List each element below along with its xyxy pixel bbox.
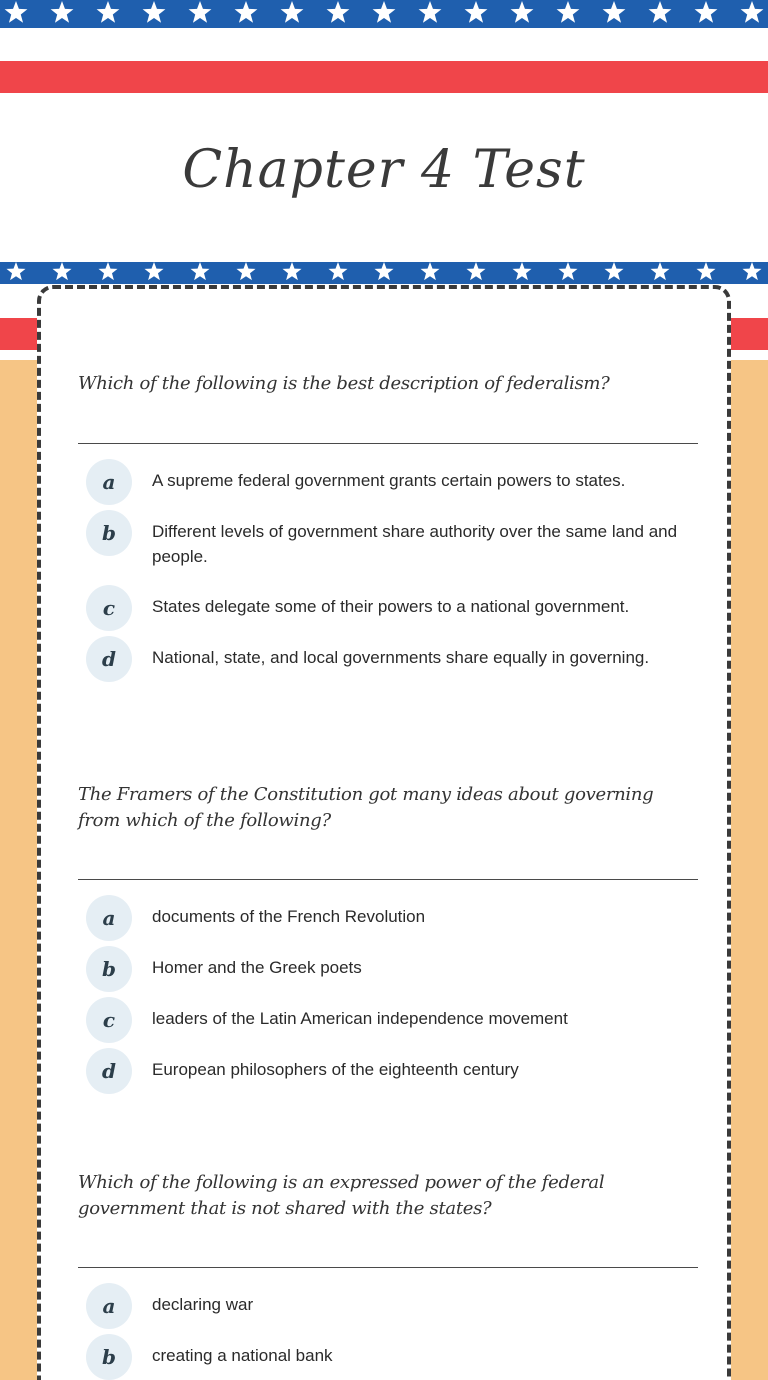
question-1 — [78, 371, 698, 671]
divider — [78, 443, 698, 444]
star-icon — [51, 1, 74, 23]
star-icon — [282, 262, 301, 280]
star-icon — [6, 262, 25, 280]
title-area — [0, 93, 768, 262]
star-icon — [144, 262, 163, 280]
question-2 — [78, 782, 698, 1083]
answer-option[interactable] — [86, 997, 686, 1043]
star-icon — [373, 1, 396, 23]
answer-option[interactable] — [86, 946, 686, 992]
divider — [78, 879, 698, 880]
star-icon — [327, 1, 350, 23]
answer-option[interactable] — [86, 1334, 686, 1380]
star-icon — [52, 262, 71, 280]
option-text: documents of the French Revolution — [152, 907, 426, 926]
question-card — [37, 285, 731, 1380]
star-icon — [604, 262, 623, 280]
star-icon — [512, 262, 531, 280]
option-text: creating a national bank — [152, 1346, 333, 1365]
star-icon — [374, 262, 393, 280]
option-text: Homer and the Greek poets — [152, 958, 362, 977]
star-icon — [190, 262, 209, 280]
page-title: Chapter 4 Test — [182, 139, 586, 200]
question-3 — [78, 1170, 698, 1369]
option-letter-badge: a — [86, 1283, 132, 1329]
star-icon — [97, 1, 120, 23]
option-text: leaders of the Latin American independence movement — [152, 1009, 568, 1028]
option-letter-badge: b — [86, 510, 132, 556]
question-text: Which of the following is the best description of federalism? — [78, 373, 610, 394]
star-icon — [5, 1, 28, 23]
star-icon — [695, 1, 718, 23]
star-icon — [420, 262, 439, 280]
option-text: European philosophers of the eighteenth century — [152, 1060, 519, 1079]
option-letter-badge: c — [86, 585, 132, 631]
option-letter-badge: a — [86, 895, 132, 941]
answer-option[interactable] — [86, 459, 686, 505]
answer-option[interactable] — [86, 1283, 686, 1329]
star-icon — [557, 1, 580, 23]
divider — [78, 1267, 698, 1268]
star-icon — [143, 1, 166, 23]
option-letter-badge: d — [86, 1048, 132, 1094]
star-icon — [696, 262, 715, 280]
star-icon — [742, 262, 761, 280]
top-red-stripe — [0, 61, 768, 93]
question-text: The Framers of the Constitution got many ideas about governing from which of the following? — [78, 784, 654, 831]
star-icon — [328, 262, 347, 280]
star-icon — [419, 1, 442, 23]
star-icon — [649, 1, 672, 23]
question-text: Which of the following is an expressed power of the federal government that is not shared with the states? — [78, 1172, 605, 1219]
middle-star-band — [0, 262, 768, 284]
star-icon — [558, 262, 577, 280]
star-icon — [465, 1, 488, 23]
option-letter-badge: c — [86, 997, 132, 1043]
option-text: States delegate some of their powers to a national government. — [152, 597, 630, 616]
star-icon — [235, 1, 258, 23]
star-icon — [189, 1, 212, 23]
option-letter-badge: a — [86, 459, 132, 505]
star-icon — [466, 262, 485, 280]
star-icon — [650, 262, 669, 280]
answer-option[interactable] — [86, 510, 686, 569]
star-icon — [0, 0, 768, 28]
answer-option[interactable] — [86, 636, 686, 682]
answer-option[interactable] — [86, 585, 686, 631]
star-icon — [511, 1, 534, 23]
star-icon — [281, 1, 304, 23]
star-icon — [236, 262, 255, 280]
option-letter-badge: b — [86, 946, 132, 992]
star-icon — [603, 1, 626, 23]
answer-option[interactable] — [86, 895, 686, 941]
option-text: National, state, and local governments share equally in governing. — [152, 648, 650, 667]
option-letter-badge: d — [86, 636, 132, 682]
option-text: A supreme federal government grants certain powers to states. — [152, 471, 626, 490]
star-icon — [741, 1, 764, 23]
top-star-band — [0, 0, 768, 28]
star-icon — [0, 262, 768, 284]
option-letter-badge: b — [86, 1334, 132, 1380]
option-text: declaring war — [152, 1295, 254, 1314]
star-icon — [98, 262, 117, 280]
answer-option[interactable] — [86, 1048, 686, 1094]
option-text: Different levels of government share authority over the same land and people. — [152, 522, 678, 566]
